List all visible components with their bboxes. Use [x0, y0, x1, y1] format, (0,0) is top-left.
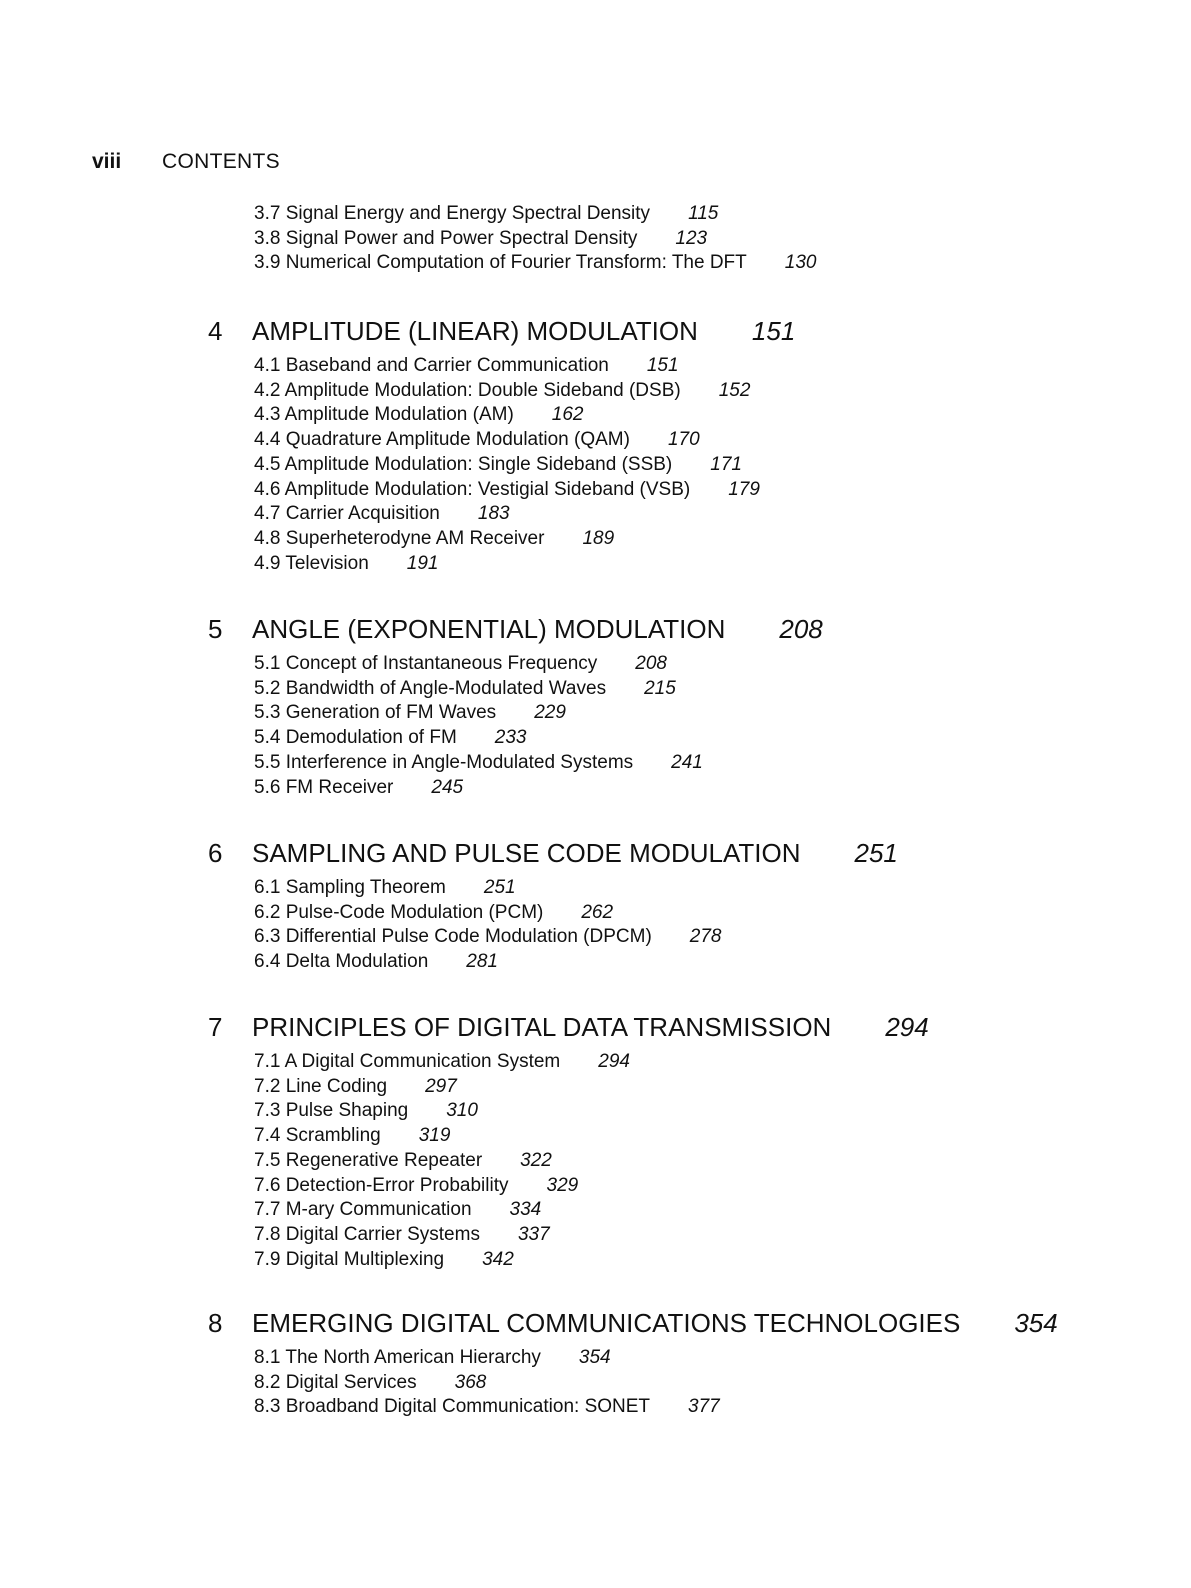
entry-label: 7.5 Regenerative Repeater	[254, 1149, 483, 1171]
entry-label: 5.2 Bandwidth of Angle-Modulated Waves	[254, 677, 607, 699]
entry-label: 7.6 Detection-Error Probability	[254, 1174, 509, 1196]
toc-entry[interactable]	[254, 453, 760, 478]
entry-page: 278	[689, 926, 722, 948]
entry-page: 294	[598, 1051, 630, 1072]
entry-label: 4.2 Amplitude Modulation: Double Sideband (DSB)	[254, 379, 681, 401]
toc-entry[interactable]	[254, 354, 760, 379]
toc-entry[interactable]	[254, 726, 703, 751]
entry-page: 354	[578, 1347, 611, 1368]
entry-page: 310	[446, 1100, 478, 1122]
section-list	[254, 354, 760, 576]
entry-label: 8.1 The North American Hierarchy	[254, 1347, 541, 1368]
entry-page: 123	[675, 227, 708, 249]
entry-label: 7.2 Line Coding	[254, 1075, 388, 1097]
toc-entry[interactable]	[254, 527, 760, 552]
entry-page: 179	[728, 478, 760, 500]
entry-page: 151	[646, 355, 679, 376]
toc-entry[interactable]	[254, 751, 703, 776]
entry-label: 5.5 Interference in Angle-Modulated Systems	[254, 751, 634, 773]
entry-page: 297	[425, 1075, 457, 1097]
toc-entry[interactable]	[254, 1050, 630, 1075]
section-list	[254, 1050, 630, 1272]
entry-label: 4.4 Quadrature Amplitude Modulation (QAM)	[254, 429, 630, 451]
entry-label: 6.3 Differential Pulse Code Modulation (DPCM)	[254, 926, 652, 948]
entry-label: 7.1 A Digital Communication System	[254, 1051, 561, 1072]
toc-entry[interactable]	[254, 876, 721, 901]
entry-label: 7.3 Pulse Shaping	[254, 1100, 409, 1122]
running-head-title: CONTENTS	[162, 150, 280, 173]
entry-page: 189	[582, 527, 615, 549]
entry-page: 115	[688, 203, 719, 224]
entry-label: 4.1 Baseband and Carrier Communication	[254, 355, 609, 376]
entry-label: 3.9 Numerical Computation of Fourier Transform: The DFT	[254, 252, 747, 274]
chapter-number: 5	[208, 614, 223, 644]
toc-entry[interactable]	[254, 478, 760, 503]
entry-label: 5.1 Concept of Instantaneous Frequency	[254, 653, 598, 674]
chapter-page: 251	[854, 838, 898, 868]
entry-page: 208	[635, 653, 667, 674]
entry-page: 251	[483, 877, 516, 898]
entry-label: 8.3 Broadband Digital Communication: SONET	[254, 1396, 651, 1418]
toc-entry[interactable]	[254, 950, 721, 975]
entry-page: 183	[477, 503, 510, 525]
toc-entry[interactable]	[254, 251, 816, 276]
entry-label: 7.4 Scrambling	[254, 1125, 381, 1147]
chapter-number: 4	[208, 316, 223, 346]
section-list	[254, 876, 721, 975]
entry-page: 337	[517, 1223, 550, 1245]
toc-entry[interactable]	[254, 925, 721, 950]
entry-label: 6.1 Sampling Theorem	[254, 877, 446, 898]
entry-page: 241	[671, 751, 703, 773]
chapter-heading[interactable]	[208, 316, 795, 347]
chapter-title: PRINCIPLES OF DIGITAL DATA TRANSMISSION	[252, 1012, 832, 1042]
entry-page: 262	[581, 901, 614, 923]
entry-page: 170	[667, 429, 700, 451]
toc-entry[interactable]	[254, 1174, 630, 1199]
entry-page: 368	[454, 1371, 487, 1393]
chapter-title: AMPLITUDE (LINEAR) MODULATION	[252, 316, 698, 346]
toc-entry[interactable]	[254, 379, 760, 404]
toc-entry[interactable]	[254, 1198, 630, 1223]
entry-label: 7.7 M-ary Communication	[254, 1199, 472, 1221]
entry-label: 8.2 Digital Services	[254, 1371, 417, 1393]
toc-entry[interactable]	[254, 1223, 630, 1248]
chapter-heading[interactable]	[208, 838, 898, 869]
toc-entry[interactable]	[254, 403, 760, 428]
entry-label: 6.2 Pulse-Code Modulation (PCM)	[254, 901, 544, 923]
toc-entry[interactable]	[254, 1099, 630, 1124]
chapter-page: 294	[885, 1012, 929, 1042]
toc-entry[interactable]	[254, 652, 703, 677]
entry-label: 6.4 Delta Modulation	[254, 951, 429, 973]
toc-entry[interactable]	[254, 701, 703, 726]
entry-label: 5.4 Demodulation of FM	[254, 727, 457, 749]
entry-label: 5.3 Generation of FM Waves	[254, 702, 497, 724]
chapter-heading[interactable]	[208, 614, 823, 645]
chapter-title: SAMPLING AND PULSE CODE MODULATION	[252, 838, 801, 868]
chapter-heading[interactable]	[208, 1012, 929, 1043]
entry-page: 229	[534, 702, 566, 724]
chapter-page: 354	[1014, 1308, 1058, 1338]
entry-page: 171	[710, 453, 742, 475]
chapter-number: 6	[208, 838, 223, 868]
entry-page: 329	[546, 1174, 579, 1196]
entry-page: 162	[551, 404, 584, 426]
toc-entry[interactable]	[254, 677, 703, 702]
entry-page: 322	[520, 1149, 552, 1171]
toc-entry[interactable]	[254, 901, 721, 926]
toc-entry[interactable]	[254, 428, 760, 453]
entry-page: 191	[406, 552, 439, 574]
chapter-heading[interactable]	[208, 1308, 1058, 1339]
chapter-number: 8	[208, 1308, 223, 1338]
toc-entry[interactable]	[254, 1149, 630, 1174]
entry-label: 5.6 FM Receiver	[254, 776, 394, 798]
entry-page: 245	[431, 776, 464, 798]
toc-entry[interactable]	[254, 502, 760, 527]
entry-label: 4.5 Amplitude Modulation: Single Sideband (SSB)	[254, 453, 673, 475]
section-list	[254, 1346, 720, 1420]
entry-page: 281	[466, 951, 498, 973]
chapter-number: 7	[208, 1012, 223, 1042]
entry-page: 215	[644, 677, 676, 699]
entry-page: 334	[509, 1199, 542, 1221]
toc-entry[interactable]	[254, 1075, 630, 1100]
toc-entry[interactable]	[254, 227, 816, 252]
entry-label: 7.8 Digital Carrier Systems	[254, 1223, 480, 1245]
toc-entry[interactable]	[254, 1346, 720, 1371]
entry-label: 4.8 Superheterodyne AM Receiver	[254, 527, 545, 549]
folio: viii	[92, 150, 122, 173]
chapter-page: 151	[751, 316, 796, 346]
chapter-title: EMERGING DIGITAL COMMUNICATIONS TECHNOLOGIES	[252, 1308, 961, 1338]
entry-label: 3.8 Signal Power and Power Spectral Density	[254, 227, 638, 249]
entry-page: 377	[688, 1396, 720, 1418]
entry-page: 130	[784, 252, 817, 274]
toc-entry[interactable]	[254, 1248, 630, 1273]
toc-entry[interactable]	[254, 202, 816, 227]
chapter-page: 208	[779, 614, 823, 644]
toc-entry[interactable]	[254, 1124, 630, 1149]
entry-page: 152	[718, 379, 751, 401]
entry-page: 342	[482, 1248, 514, 1270]
toc-entry[interactable]	[254, 1371, 720, 1396]
entry-label: 4.3 Amplitude Modulation (AM)	[254, 404, 514, 426]
entry-label: 4.6 Amplitude Modulation: Vestigial Sideband (VSB)	[254, 478, 691, 500]
entry-label: 3.7 Signal Energy and Energy Spectral Density	[254, 203, 651, 224]
entry-page: 233	[494, 727, 527, 749]
entry-label: 4.7 Carrier Acquisition	[254, 503, 440, 525]
toc-entry[interactable]	[254, 552, 760, 577]
section-list	[254, 202, 816, 276]
entry-label: 7.9 Digital Multiplexing	[254, 1248, 445, 1270]
toc-entry[interactable]	[254, 1395, 720, 1420]
entry-label: 4.9 Television	[254, 552, 369, 574]
running-head	[92, 150, 280, 174]
entry-page: 319	[418, 1125, 451, 1147]
toc-entry[interactable]	[254, 776, 703, 801]
section-list	[254, 652, 703, 800]
chapter-title: ANGLE (EXPONENTIAL) MODULATION	[252, 614, 726, 644]
